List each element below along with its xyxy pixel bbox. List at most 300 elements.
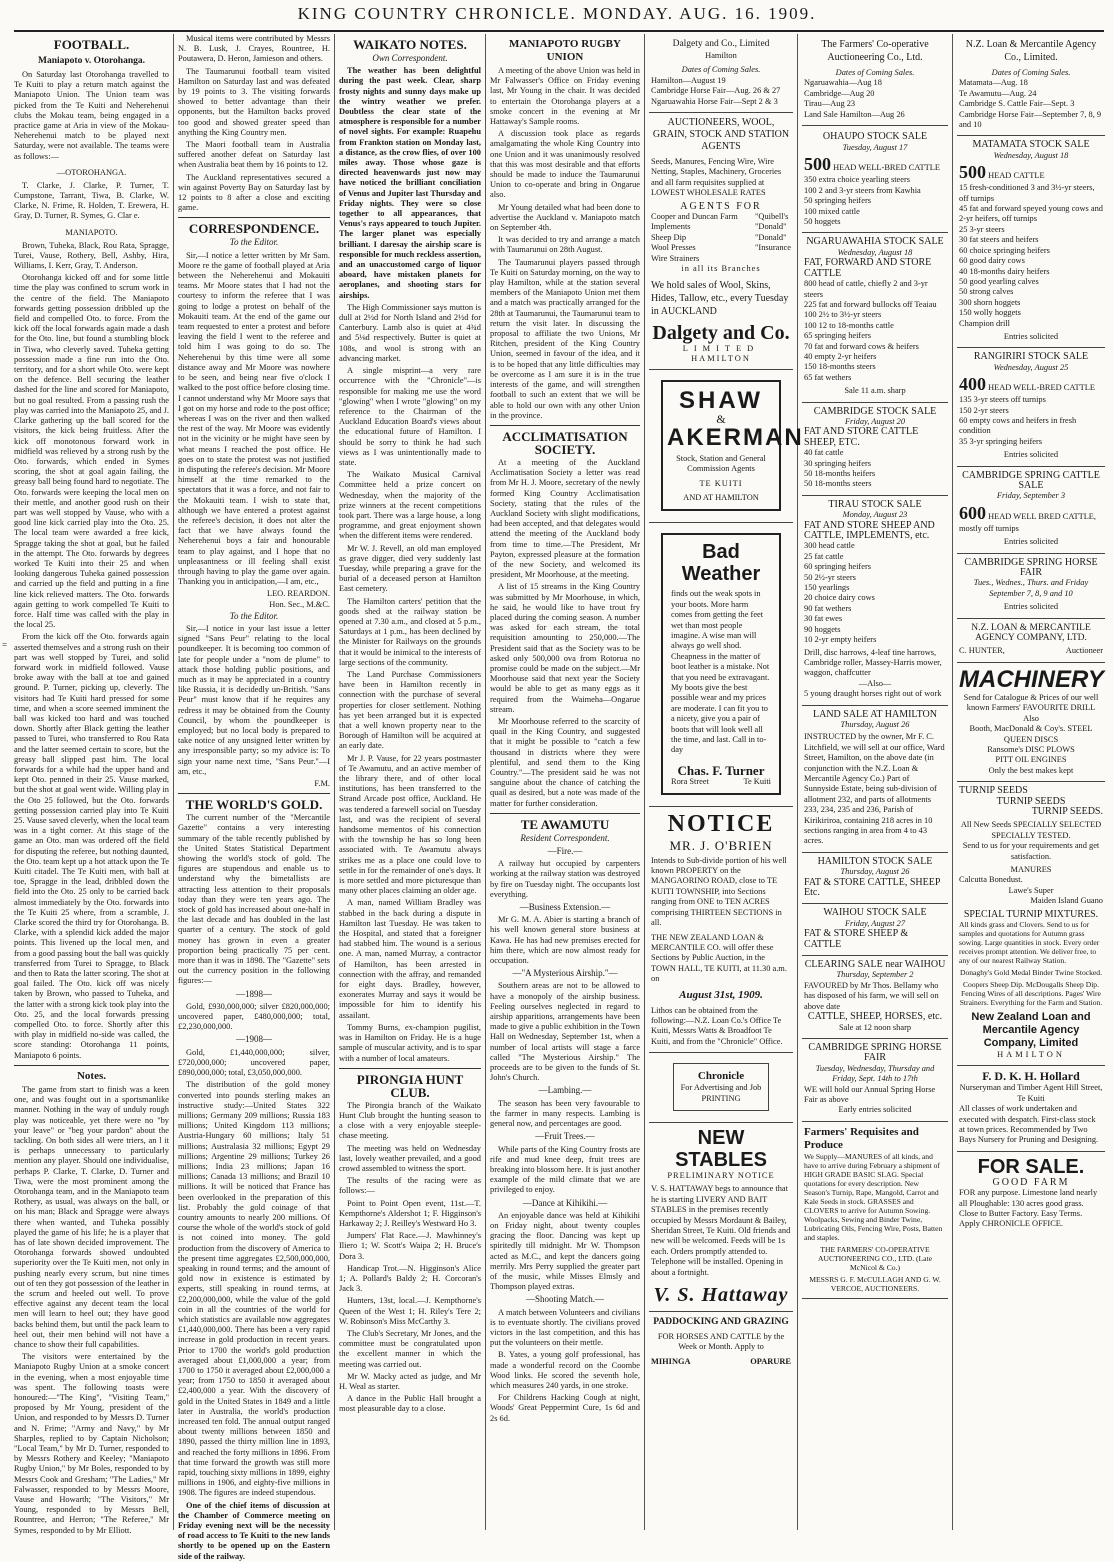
sale-time: Sale 11 a.m. sharp	[844, 386, 906, 396]
camb-head: FAT AND STORE CATTLE SHEEP, ETC.	[804, 426, 919, 448]
subhead: —"A Mysterious Airship."—	[512, 968, 618, 979]
article-paragraph: Jumpers' Flat Race.—J. Mawhinney's Iliero 1; W. Scott's Waipa 2; H. Bruce's Dora 3.	[339, 1231, 481, 1261]
mat-head: HEAD CATTLE	[988, 171, 1045, 181]
stables-ad	[649, 1123, 793, 1312]
nz-role: Auctioneer	[1065, 646, 1103, 656]
stock-item: 225 fat and forward bullocks off Teaiau	[804, 299, 937, 309]
stables-sign: V. S. Hattaway	[653, 1284, 789, 1307]
ohaupo-title: OHAUPO STOCK SALE	[822, 131, 928, 143]
dalgety-ltd: LIMITED	[682, 343, 760, 353]
article-paragraph: The meeting was held on Wednesday last, lovely weather prevailed, and a good crowd assembled to witness the sport.	[339, 1143, 481, 1173]
ngar-head: FAT, FORWARD AND STORE CATTLE	[804, 257, 932, 279]
shaw-place2: AND AT HAMILTON	[683, 492, 759, 502]
article-paragraph: B. Yates, a young golf professional, has made a wonderful record on the Coombe Wood links. He scored the seventh hole, which measures 240 yards, in one stroke.	[490, 1350, 640, 1390]
article-paragraph: The season has been very favourable to the farmer in many respects. Lambing is general now, and percentages are good.	[490, 1098, 640, 1129]
article-paragraph: A railway hut occupied by carpenters working at the railway station was destroyed by fire on Tuesday night. The occupants lost everything.	[490, 859, 640, 899]
notice-text: Intends to Sub-divide portion of his well known PROPERTY on the MANGAORINO ROAD, close to TE KUITI TOWNSHIP, into Sections ranging from ONE to TEN ACRES comprising THIRTEEN SECTIONS in all.	[651, 855, 787, 928]
column-rule	[952, 34, 953, 1530]
stock-item: 60 choice springing heifers	[959, 245, 1050, 255]
article-paragraph: T. Clarke, J. Clarke, P. Turner, T. Cumpstone, Tarrant, Tiwa, B. Clarke, W. Clarke, N. Frime, R. Holden, T. Erewera, H. Gray, D. Turner, R. Symes, G. Clar e.	[14, 180, 169, 221]
cshf-date: Tuesday, Wednesday, Thursday and Friday, Sept. 14th to 17th	[815, 1063, 935, 1084]
sale-date: Tirau—Aug 23	[804, 99, 856, 109]
gold-title: THE WORLD'S GOLD.	[185, 797, 323, 813]
section-rule	[339, 1068, 481, 1069]
manure-item: Calcutta Bonedust.	[959, 875, 1023, 885]
turnip-line: TURNIP SEEDS.	[1031, 805, 1103, 817]
article-paragraph: Southern areas are not to be allowed to have a monopoly of the airship business. Feeling ourselves neglected in regard to airship apparitions, arrangements have been made to give a public exhibition in the Town Hall on Wednesday, September 1st, when a number of local artists will stage a farce called "The Mysterious Airship." The proceeds are to be given to the funds of St. John's Church.	[490, 981, 640, 1083]
article-paragraph: Mr Moorhouse referred to the scarcity of quail in the King Country, and suggested that it might be possible to "catch a few thousand in districts where they were plentiful, and send them to the King Country."—The president said he was not sanguine about the chance of catching the quail as desired, but a note was made of the matter for further consideration.	[490, 716, 640, 808]
wai-head: FAT & STORE SHEEP & CATTLE	[804, 928, 909, 950]
stock-item: 10 2-yr empty heifers	[804, 635, 877, 645]
land-date: Thursday, August 26	[840, 719, 910, 729]
clr-text: FAVOURED by Mr Thos. Bellamy who has disposed of his farm, we will sell on above date	[804, 980, 939, 1011]
clr-time: Sale at 12 noon sharp	[838, 1022, 912, 1032]
coop-text: THE FARMERS' CO-OPERATIVE AUCTIONEERING CO., LTD. (Late McNicol & Co.)	[817, 1244, 933, 1272]
nz-loan-sub: Dates of Coming Sales.	[991, 68, 1071, 77]
section-rule	[490, 425, 640, 426]
shaw-name: SHAW	[679, 387, 763, 415]
land-text: INSTRUCTED by the owner, Mr F. C. Litchfield, we will sell at our office, Ward Street, Hamilton, on the above date (in conjunction with the N.Z. Loan & Mercantile Agency Co.) Part of Sunnyside Estate, being sub-division of allotment 232, and parts of allotments 233, 234, 235 and 236, Parish of Kirikiriroa, containing 218 acres in 10 sections ranging in area from 4 to 43 acres.	[804, 732, 945, 846]
seeds-text: Seeds, Manures, Fencing Wire, Wire Netting, Staples, Machinery, Groceries and all farm requisites supplied at LOWEST WHOLESALE RATES	[651, 157, 782, 198]
stock-item: 25 3-yr steers	[959, 224, 1005, 234]
machinery-item: Ransome's DISC PLOWS	[987, 744, 1075, 754]
article-paragraph: For Childrens Hacking Cough at night, Woods' Great Peppermint Cure, 1s 6d and 2s 6d.	[490, 1393, 640, 1423]
stock-item: 100 2½ to 3½-yr steers	[804, 310, 882, 320]
article-paragraph: The visitors were entertained by the Maniapoto Rugby Union at a smoke concert in the evening, when a most enjoyable time was spent. The following toasts were honoured:—"The King", "Visiting Team," proposed by Mr Young, president of the Union, and responded to by Messrs D. Turner and N. Frime; "Army and Navy," by Mr Sharples, replied to by Captain Nicholson; "Local Team," by Mr D. Turner, responded to by Messrs Rothery and Keeley; "Maniapoto Rugby Union," by Mr Boles, responded to by Messrs Cook and Gresham; "The Ladies," Mr Falwasser, responded to by Messrs Moore, Vause and Howarth; "The Visitors," Mr Young, responded to by Messrs Bell, Rountree, and Herron; "The Referee," Mr Symes, responded to by Mr Elliott.	[14, 1352, 169, 1535]
cshf-title: CAMBRIDGE SPRING HORSE FAIR	[808, 1041, 942, 1064]
dip-text: Coopers Sheep Dip. McDougalls Sheep Dip. Fencing Wires of all descriptions. Pages' Wire Strainers. Everything for the Farm and Station.	[959, 980, 1103, 1007]
article-paragraph: Hunters, 13st, local.—J. Kempthorne's Queen of the West 1; H. Riley's Tere 2; W. Robinson's Miss McCarthy 3.	[339, 1296, 481, 1326]
acclimatisation-title: ACCLIMATISATION SOCIETY.	[502, 428, 628, 457]
article-paragraph: The results of the racing were as follows:—	[339, 1176, 481, 1196]
machinery-also: Also	[1023, 713, 1039, 723]
column-4	[490, 34, 640, 1530]
tirau-sale	[802, 496, 948, 706]
land-title: LAND SALE AT HAMILTON	[813, 708, 937, 720]
entries-solicited: Entries solicited	[1003, 537, 1059, 547]
article-paragraph: A man, named William Bradley was stabbed in the back during a dispute in Hamilton last Tuesday. He was taken to the Hospital, and stated that a foreigner had stabbed him. The wound is a serious one. A man, named Murray, a contractor of Hamilton, has been arrested in connection with the affray, and remanded for eight days. Bradley, however, exonerates Murray and says it would be impossible for him to identify his assailant.	[339, 898, 481, 1020]
stock-item: 50 springing heifers	[804, 196, 871, 206]
twine-text: Donaghy's Gold Medal Binder Twine Stocked.	[959, 968, 1102, 977]
stock-item: 30 fat ewes	[804, 614, 843, 624]
nz-loan-place: HAMILTON	[997, 1050, 1065, 1059]
stables-text: V. S. HATTAWAY begs to announce that he is starting LIVERY AND BAIT STABLES in the premises recently occupied by Messrs Mordaunt & Bailey, Sheridan Street, Te Kuiti. Old friends and new will be welcomed. Feeds will be 1s each. Orders promptly attended to. Telephone will be installed. Opening in about a fortnight.	[651, 1184, 791, 1277]
cshf-entries: Early entries solicited	[838, 1105, 912, 1115]
article-paragraph: The distribution of the gold money converted into pounds sterling makes an instructive study:—United States 322 millions; Germany 209 millions; Russia 183 millions; United Kingdom 113 millions; Austria-Hungary 60 millions; Italy 51 millions; Australasia 32 millions; Egypt 29 millions; Argentine 29 millions; Turkey 26 millions; India 23 millions; Japan 16 millions; Canada 13 millions; and Brazil 10 millions. It will be noticed that France has been overlooked in the preparation of this list. Probably the gold coinage of that country amounts to nearly 200 millions. Of course the whole of the world's stock of gold is not coined into money. The gold production from the discovery of America to the present time aggregates £2,500,000,000, speaking in round terms; and the amount of gold now in existence is estimated by experts, still speaking in round terms, at £2,200,000,000, while the value of the gold coin in all the countries of the world for which statistics are available now aggregates £1,440,000,000. There has been a very rapid increase in gold production in recent years. Prior to 1700 the world's gold production averaged about £1,000,000 a year; from 1700 to 1750 it averaged about £2,000,000 a year; from 1750 to 1850 it averaged about £2,400,000 a year. With the discovery of gold in the United States in 1849 and a little later in Australia, the world's production increased ten fold. The annual output ranged about twenty millions between 1850 and 1890, passed the thirty million line in 1893, and reached the forty millions in 1896. From that time forward the growth was still more rapid, touching sixty millions in 1899, eighty millions in 1906, and eighty-five millions in 1908. The figures are indeed stupendous.	[178, 1080, 330, 1498]
stock-item: 70 fat and forward cows & heifers	[804, 341, 919, 351]
sale-date: Cambridge Horse Fair—Aug. 26 & 27	[651, 86, 781, 96]
article-paragraph: Gold, £1,440,000,000; silver, £720,000,000; uncovered paper, £890,000,000; total, £3,050,000,000.	[178, 1047, 330, 1078]
notice-text2: THE NEW ZEALAND LOAN & MERCANTILE CO. will offer these Sections by Public Auction, in the TOWN HALL, TE KUITI, at 11.30 a.m. on	[651, 932, 787, 984]
stock-item: 300 head cattle	[804, 541, 855, 551]
to-editor: To the Editor.	[229, 237, 279, 248]
clr-head: CATTLE, SHEEP, HORSES, etc.	[807, 1011, 943, 1023]
bad-weather-address: Rora Street	[671, 776, 709, 786]
stock-item: 50 2½-yr steers	[804, 572, 856, 582]
notice-date: August 31st, 1909.	[679, 988, 763, 1001]
matamata-sale	[957, 136, 1105, 348]
football-subtitle: Maniapoto v. Otorohanga.	[38, 56, 145, 66]
bad-weather-title: Bad Weather	[681, 541, 761, 586]
ohaupo-date: Tuesday, August 17	[842, 143, 908, 153]
nz-loan-header	[957, 34, 1105, 136]
ran-title: RANGIRIRI STOCK SALE	[973, 351, 1089, 363]
article-paragraph: A dance in the Public Hall brought a most pleasurable day to a close.	[339, 1394, 481, 1414]
column-7	[957, 34, 1105, 1530]
stock-item: 50 strong calves	[959, 287, 1014, 297]
dalgety-ham: HAMILTON	[691, 353, 751, 363]
agent-item: "Donald"	[755, 232, 787, 242]
article-paragraph: A discussion took place as regards amalgamating the whole King Country into one Union and it was unanimously resolved that this was most desirable and that efforts should be made to induce the Taumarunui Union to co-operate and bring in Ongarue also.	[490, 129, 640, 200]
stock-item: 350 extra choice yearling steers	[804, 175, 911, 185]
manures-title: MANURES	[1010, 864, 1052, 874]
stock-item: 15 fresh-conditioned 3 and 3½-yr steers, off turnips	[959, 183, 1095, 203]
agents-heading: AGENTS FOR	[680, 200, 762, 212]
article-paragraph: The Club's Secretary, Mr Jones, and the committee must be congratulated upon the excellent manner in which the meeting was carried out.	[339, 1328, 481, 1369]
correspondence-title: CORRESPONDENCE.	[188, 221, 320, 237]
mat-date: Wednesday, August 18	[993, 150, 1069, 160]
stock-item: 90 hoggets	[804, 624, 841, 634]
csc-title: CAMBRIDGE SPRING CATTLE SALE	[962, 469, 1100, 491]
article-paragraph: Mr Young detailed what had been done to advertise the Auckland v. Maniapoto match on September 4th.	[490, 202, 640, 233]
paddock-ad	[649, 1312, 793, 1372]
waihou-sale	[802, 904, 948, 956]
camb-title: CAMBRIDGE STOCK SALE	[813, 405, 937, 417]
rugby-union-title: MANIAPOTO RUGBY UNION	[509, 38, 621, 63]
article-paragraph: The Auckland representatives secured a win against Poverty Bay on Saturday last by 12 points to 8 after a close and exciting game.	[178, 172, 330, 213]
branches-text: in all its Branches	[681, 264, 761, 274]
clr-date: Thursday, September 2	[836, 970, 914, 980]
bad-weather-ad	[649, 523, 793, 807]
turnip-line: TURNIP SEEDS	[959, 785, 1028, 797]
notice-ad	[649, 807, 793, 1053]
manure-item: Maiden Island Guano	[1030, 896, 1103, 906]
subhead: —Business Extension.—	[519, 902, 611, 913]
entries-solicited: Entries solicited	[1003, 331, 1059, 341]
chronicle-title: Chronicle	[697, 1070, 745, 1083]
article-paragraph: It was decided to try and arrange a match with Taumarunui on 28th August.	[490, 235, 640, 255]
article-paragraph: One of the chief items of discussion at the Chamber of Commerce meeting on Friday evening next will be the necessity of road access to Te Kuiti to the new lands shortly to be opened up on the Eastern side of the railway.	[178, 1500, 330, 1561]
cambridge-horse-fair-2	[957, 554, 1105, 619]
hollard-sub: Nurseryman and Timber Agent Hill Street, Te Kuiti	[959, 1083, 1103, 1103]
article-paragraph: The Waikato Musical Carnival Committee held a prize concert on Wednesday, when the majority of the prize winners at the recent competitions took part. There was a large house, a long programme, and great enjoyment shown when the different items were rendered.	[339, 470, 481, 541]
article-paragraph: Musical items were contributed by Messrs N. B. Lusk, J. Crayes, Rountree, H. Poutawera, D. Heron, Jamieson and others.	[178, 34, 330, 64]
stock-item: 800 head of cattle, chiefly 2 and 3-yr steers	[804, 279, 928, 299]
cambridge-sale	[802, 403, 948, 496]
sale-date: Ngaruawahia—Aug 18	[804, 78, 882, 88]
turnip-line: TURNIP SEEDS	[996, 795, 1066, 807]
machinery-item: PITT OIL ENGINES	[995, 755, 1067, 765]
stock-item: 20 choice dairy cows	[804, 593, 875, 603]
ran-date: Wednesday, August 25	[993, 362, 1069, 372]
csc-date: Friday, September 3	[996, 491, 1066, 501]
mat-title: MATAMATA STOCK SALE	[972, 139, 1090, 151]
ngar-title: NGARUAWAHIA STOCK SALE	[806, 236, 944, 248]
cambridge-cattle-sale	[957, 467, 1105, 554]
article-paragraph: The weather has been delightful during the past week. Clear, sharp frosty nights and sunny days make up the wintry weather we prefer. Doubtless the clear state of the atmosphere is responsible for a number of novel sights. For example: Ruapehu from Frankton station on Monday last, a distance, as the crow flies, of over 100 miles away. Those whose gaze is directed heavenwards just now may have noticed the brilliant conciliation of Venus and Jupiter last Thursday and Friday nights. They were so close together to all appearances, that Venus's rays appeared to touch Jupiter. The larger planet was especially brilliant. I daresay the airship scare is responsible for much reckless assertion, and an unaccustomed cargo of liquor aboard, have mistaken planets for aeroplanes, and shooting stars for airships.	[339, 66, 481, 300]
shaw-sub: Stock, Station and General Commission Agents	[676, 453, 766, 474]
subhead: —Lambing.—	[538, 1085, 592, 1096]
notice-name: MR. J. O'BRIEN	[669, 838, 773, 854]
akerman-name: AKERMAN	[667, 423, 804, 451]
stock-item: 65 springing heifers	[804, 331, 871, 341]
mat-count: 500	[959, 162, 986, 183]
stock-item: 40 empty 2-yr heifers	[804, 351, 877, 361]
masthead: KING COUNTRY CHRONICLE. MONDAY. AUG. 16. 1909.	[297, 4, 817, 23]
ham-head: FAT & STORE CATTLE, SHEEP Etc.	[804, 876, 941, 899]
special-text: All kinds grass and Clovers. Send to us for samples and quotations for Autumn grass sowing. Large quantities in stock. Every order receives prompt attention. We deliver free, to any of our nearest Railway Station.	[959, 920, 1100, 965]
gold-year: —1908—	[236, 1034, 272, 1045]
article-paragraph: The Hamilton carters' petition that the goods shed at the railway station be opened at 7.30 a.m., and closed at 5 p.m., Saturdays at 1 p.m., has been declined by the Minister for Railways on the grounds that it would be inimical to the interests of large sections of the community.	[339, 596, 481, 667]
paddock-text: FOR HORSES AND CATTLE by the Week or Month. Apply to	[657, 1332, 785, 1352]
subhead: —Dance at Kihikihi.—	[522, 1197, 608, 1208]
article-paragraph: Mr W. J. Revell, an old man employed as grave digger, died very suddenly last Tuesday, while preparing a grave for the burial of a deceased person at Hamilton East cemetery.	[339, 543, 481, 594]
tirau-title: TIRAU STOCK SALE	[828, 498, 922, 510]
article-paragraph: Otorohanga kicked off and for some little time the play was confined to scrum work in the centre of the field. The Maniapoto forwards getting possession dribbled up the field and compelled Oto. to force. From the kick off the local forwards again made a dash for the Oto. line, but found a stumbling block in Tiwa, who cleverly saved. Tuheka getting possession made a fine run into the Oto. territory, and for a short while Oto. were kept on the defence. Bell securing the leather dashed for the line and scored for Maniapoto, but no goal resulted. From a passing rush the play was carried into the Maniapoto 25, and J. Clarke gathering up the ball scored for the visitors, the kick being fruitless. After the kick off monotonous forward work in midfield was relieved by a strong rush by the Oto. forwards, which ended in Symes scoring, the shot at goal again failing, the greasy ball being found hard to negotiate. The Oto. forwards were keeping the local men on their mettle, and another good rush on their part was well stopped by Vause, who with a good line kick carried play into the Oto. 25. The local team were awarded a free kick, Spragge taking the shot at goal, but he failed in the attempt. The Oto. forwards by degrees worked Te Kuiti into their 25 and when looking dangerous Tuheka gained possession and carried up the field and putting in a fine line kick relieved matters. The Oto. forwards again getting to work compelled Te Kuiti to force. Half time was called with the play in the local 25.	[14, 273, 169, 630]
machinery-title: MACHINERY	[959, 665, 1104, 693]
masthead-rule	[14, 30, 1104, 32]
article-paragraph: The game from start to finish was a keen one, and was fought out in a sportsmanlike manner. Nothing in the way of unduly rough play was noticeable, yet there were no "by your leave" or "beg your pardon" about the tackling. On both sides all were triers, an l it is perhaps unnecessary to particularly mention any player. Should one individualise, perhaps P. Clarke, T. Clarke, D. Turner and Tiwa, were the most prominent among the Otorohanga team, and in the Maniapoto team Rothery, as usual, was always on the ball, or on his man; Black and Spragge were always there when wanted, and Tuheka possibly played the game of his life; he is a player that has of late shown decided improvement. The Otorohanga forwards showed undoubted superiority over the Te Kuiti men, not only in pushing nearly every scrum, but nine times out of ten they got possession of the leather in the scrum and heeled out well. To prove effective against any decent team the local men will learn to heel out; they have good backs behind them, but until the pack learn to heel out, their men behind will not have a chance to show their full capabilities.	[14, 1084, 169, 1349]
letter-text: Sir,—I notice in your last issue a letter signed "Sans Peur" relating to the local poundkeeper. It is becoming too common of late for people under a "nom de plume" to attack those holding public positions, and much as it may be appreciated in a country like Russia, it is decidedly un-British. "Sans Peur" must know that if he requires any redress it may be obtained from the County Council, by whom the poundkeeper is employed; but no local body is prepared to take notice of any unsigned letter written by any irresponsible party; so my advice is: To sign your name next time, "Sans Peur."—I am, etc.,	[178, 623, 330, 776]
turnip-seeds-ad	[957, 782, 1105, 1066]
stock-item: 90 fat wethers	[804, 603, 852, 613]
article-paragraph: On Saturday last Otorohanga travelled to Te Kuiti to play a return match against the Maniapoto Union. The Union team was picked from the Te Kuiti and Neherehenui clubs the Mokau team, being engaged in a practice game at Aria in view of the Mokau-Neherehenui match to be played next Saturday, were not available. The teams were as follows:—	[14, 70, 169, 161]
article-paragraph: From the kick off the Oto. forwards again asserted themselves and a strong rush on their part was well stopped by Turei, and solid forward work in midfield followed. Vause broke away with the ball at toe and gained ground. P. Turner, picking up, cleverly. The visitors had Te Kuiti hard pressed for some time, and when a score seemed imminent the ball was kicked too hard and was touched down. Shortly after Black getting the leather passed to Turei, who transferred to Rou Rata and the latter seemed certain to score, but the greasy ball slipped past him. The local forwards for a while had the upper hand and kept Oto. penned in their 25. Vause marked, but the shot at goal went wide. Willing play in the Oto 25 followed, but the Oto. forwards getting possession carried play into Te Kuiti 25. Vause saved cleverly, when the local team was in a tight corner. At this stage of the game an Oto. man was ordered off the field for disputing the referee, but nothing daunted, the Oto. team kept up a hot attack upon the Te Kuiti citadel. The Te Kuiti men, with ball at toe, Spragge in the lead, dribbled down the field into the Oto. 25 only to be carried back almost immediately by the Oto. forwards into the Te Kuiti 25 where, from a scramble, J. Clarke scored the third try for Otorohanga. B. Clarke, with a splendid kick added the major points. This livened up the local men, and from a good passing bout the ball was quickly transferred from Turei to Spragge, to Black and then to Rata the latter scoring. The shot at goal failed. The Oto. kick off was nicely taken by Brown, who passed to Tuheka, and the latter with a strong kick took play into the Oto. 25, and the local forwards pressing compelled Oto. to force. Shortly after this with play in midfield no-side was called, the score standing: Otorohanga 11 points, Maniapoto 6 points.	[14, 632, 169, 1060]
cshf-text: WE will hold our Annual Spring Horse Fair as above	[804, 1084, 936, 1104]
tirau-also: —Also—	[858, 678, 892, 688]
ngar-date: Wednesday, August 18	[837, 247, 913, 257]
letter-text: Sir,—I notice a letter written by Mr Sam. Moore re the game of football played at Aria between the Neherehenui and Mokauiti teams. Mr Moore states that I had not the courtesy to inform the referee that I was going to lodge a protest on behalf of the Mokauiti team. At the end of the game our team requested to enter a protest and before leaving the field I went to the referee and told him I was going to do so. The Neherehenui by this time were all some distance away and Mr Moore was nowhere to be seen, and being near five o'clock I walked to the post office before closing time. I cannot understand why Mr Moore says that I got on my horse and rode to the post office; whereas I was on the river and then walked the rest of the way. Mr Moore was evidently not in the vicinity or he might have seen by what means I reached the post office. He goes on to state the protest was not justified in disputing the referee's decision. Mr Moore himself at the time remarked to the spectators that it was a force, and not fair to the Mokauiti team. I wish to state that, although we have entered a protest against the referee's decision, it does not alter the fact that we have always found the Neherehenui boys a fair and honourable team to play against, and I hope that no unpleasantness or ill feeling shall exist through having to play the game over again. Thanking you in anticipation,—I am, etc.,	[178, 250, 330, 587]
stock-item: 100 12 to 18-months cattle	[804, 320, 894, 330]
agent-item: "Quibell's	[755, 212, 789, 222]
paddock-right: OPARURE	[750, 1356, 791, 1366]
column-6	[802, 34, 948, 1530]
nz-loan-footer	[957, 619, 1105, 663]
stock-item: 35 3-yr springing heifers	[959, 436, 1043, 446]
nz-name: C. HUNTER,	[959, 646, 1005, 656]
ran-count: 400	[959, 374, 986, 395]
seeds-text2: Send to us for your requirements and get satisfaction.	[962, 841, 1100, 861]
article-paragraph: The current number of the "Mercantile Gazette" contains a very interesting summary of the table recently published by the United States Statistical Department showing the world's stock of gold. The figures are stupendous and enable us to understand why the bimetallists are attracting less attention to their proposals today than they were ten years ago. The stock of gold has increased about one-half in the last decade and has doubled in the last quarter of a century. The stock of gold money has grown in even a greater proportion being practically 75 per cent. more than it was in 1898. The "Gazette" sets out the currency position in the following figures:—	[178, 813, 330, 986]
stock-item: 30 fat steers and heifers	[959, 235, 1039, 245]
sale-date: Land Sale Hamilton—Aug 26	[804, 109, 905, 119]
column-rule	[334, 34, 335, 1530]
gold-year: —1898—	[236, 988, 272, 999]
hold-text: We hold sales of Wool, Skins, Hides, Tallow, etc., every Tuesday in AUCKLAND	[651, 279, 789, 317]
shaw-akerman-ad	[649, 370, 804, 523]
ran-head: HEAD WELL-BRED CATTLE	[988, 383, 1095, 393]
football-title: FOOTBALL.	[53, 37, 130, 52]
paddock-left: MIHINGA	[651, 1356, 691, 1366]
article-paragraph: At a meeting of the Auckland Acclimatisation Society a letter was read from Mr H. J. Moore, secretary of the newly formed King Country Acclimatisation Society, stating that the rules of the Auckland Society with slight modifications, had been accepted, and that delegates would attend the meeting of the Auckland body from time to time.—The President, Mr Payton, expressed pleasure at the formation of the new Society, and welcomed its president, Mr Moorhouse, at the meeting.	[490, 457, 640, 580]
section-rule	[490, 813, 640, 814]
wai-title: WAIHOU STOCK SALE	[823, 907, 927, 919]
hollard-text: All classes of work undertaken and executed with despatch. First-class stock at town prices. Recommended by Two Bays Nursery for Pruning and Designing.	[959, 1104, 1099, 1145]
dalgety-ad	[649, 34, 793, 113]
article-paragraph: Mr G. M. A. Abier is starting a branch of his well known general store business at Kawa. He has had new premises erected for him there, which are now almost ready for occupation.	[490, 915, 640, 966]
letter-signature: LEO. REARDON.	[266, 589, 330, 599]
article-paragraph: The Land Purchase Commissioners have been in Hamilton recently in connection with the purchase of several properties for closer settlement. Nothing has yet been arranged but it is expected that a well known property near to the Borough of Hamilton will be acquired at an early date.	[339, 669, 481, 751]
tirau-head: FAT AND STORE SHEEP AND CATTLE, IMPLEMENTS, etc.	[804, 519, 935, 542]
column-rule	[797, 34, 798, 1530]
paddock-title: PADDOCKING AND GRAZING	[653, 1317, 789, 1328]
sale-date: Cambridge Horse Fair—September 7, 8, 9 and 10	[959, 109, 1102, 130]
stock-item: 150 yearlings	[804, 583, 850, 593]
column-2	[178, 34, 330, 1561]
column-rule	[485, 34, 486, 1530]
seeds-text: All New Seeds SPECIALLY SELECTED SPECIALLY TESTED.	[960, 820, 1102, 840]
coop-text2: MESSRS G. F. McCULLAGH AND G. W. VERCOE, AUCTIONEERS.	[809, 1274, 941, 1293]
section-rule	[178, 217, 330, 218]
tirau-extra: Drill, disc harrows, 4-leaf tine harrows, Cambridge roller, Massey-Harris mower, waggon, chaffcutter	[804, 647, 942, 678]
land-sale	[802, 706, 948, 853]
stock-item: 100 2 and 3-yr steers from Kawhia	[804, 185, 921, 195]
ohaupo-head: HEAD WELL-BRED CATTLE	[833, 163, 940, 173]
req-title: Farmers' Requisites and Produce	[804, 1125, 919, 1151]
stock-item: 60 empty cows and heifers in fresh condition	[959, 415, 1077, 436]
entries-solicited: Entries solicited	[1003, 602, 1059, 612]
manure-item: Lawe's Super	[1008, 885, 1054, 895]
letter-signature: F.M.	[314, 779, 330, 789]
dalgety-big: Dalgety and Co.	[652, 321, 790, 344]
clr-title: CLEARING SALE near WAIHOU	[804, 959, 946, 971]
clearing-sale	[802, 956, 948, 1039]
rangiriri-sale	[957, 348, 1105, 466]
article-paragraph: Gold, £930,000,000; silver £820,000,000; uncovered paper, £480,000,000; total, £2,230,000,000.	[178, 1001, 330, 1032]
agent-item: Cooper and Duncan Farm Implements	[651, 212, 738, 232]
column-3	[339, 34, 481, 1530]
notice-litho: Lithos can be obtained from the following:—N.Z. Loan Co.'s Office Te Kuiti, Messrs Watts & Broadfoot Te Kuiti, and from the "Chronicle" Office.	[651, 1005, 783, 1046]
stock-item: 40 fat cattle	[804, 448, 844, 458]
stock-item: 60 springing heifers	[804, 562, 871, 572]
column-rule	[173, 34, 174, 1530]
stock-item: 150 2-yr steers	[959, 405, 1009, 415]
for-sale-sub: GOOD FARM	[992, 1176, 1070, 1188]
section-rule	[178, 793, 330, 794]
notice-title: NOTICE	[667, 811, 775, 838]
stock-item: 60 good dairy cows	[959, 256, 1025, 266]
nz-loan-big: New Zealand Loan and Mercantile Agency Company, Limited	[971, 1011, 1091, 1049]
ohaupo-count: 500	[804, 154, 831, 175]
machinery-item: Only the best makes kept	[988, 765, 1074, 775]
for-sale-title: FOR SALE.	[977, 1155, 1085, 1178]
cambridge-horse-fair	[802, 1039, 948, 1122]
article-paragraph: The Taumarunui players passed through Te Kuiti on Saturday morning, on the way to play Hamilton, while at the station several members of the Maniapoto Union met them and a match was practically arranged for the 28th at Taumarunui, the Taumarunui team to return the visit later. In discussing the proposal to affiliate the two Unions, Mr Ritchen, president of the King Country Union, seemed in favour of the idea, and it is to be hoped that any little difficulties may be overcome as I am sure it is in the true interests of the game, and will strengthen football to such an extent that we will be able to hold our own with any other Union in the province.	[490, 257, 640, 420]
article-paragraph: A meeting of the above Union was held in Mr Falwasser's Office on Friday evening last, Mr Young in the chair. It was decided to entertain the Otorohanga players at a smoke concert in the evening at Mr Hattaway's Sample rooms.	[490, 66, 640, 127]
camb-date: Friday, August 20	[844, 416, 906, 426]
agent-item: Wire Strainers	[651, 253, 700, 263]
csc-head: HEAD WELL BRED CATTLE, mostly off turnips	[959, 511, 1097, 533]
stock-item: 100 mixed cattle	[804, 206, 860, 216]
stock-item: 150 wolly hoggets	[959, 308, 1021, 318]
machinery-text: Send for Catalogue & Prices of our well known Farmers' FAVOURITE DRILL	[963, 692, 1099, 713]
article-paragraph: A match between Volunteers and civilians is to eventuate shortly. The civilians proved victors in the last competition, and this has put the volunteers on their mettle.	[490, 1307, 640, 1348]
article-paragraph: The High Commissioner says mutton is dull at 2½d for North Island and 2½d for Canterbury. Lamb also is quiet at 4¾d and 5⅛d respectively. Butter is quiet at 108s, and wool is strong with an advancing market.	[339, 302, 481, 363]
article-paragraph: Tommy Burns, ex-champion pugilist, was in Hamilton on Friday. He is a huge sample of muscular activity, and is to spar with a number of local amateurs.	[339, 1022, 481, 1063]
article-paragraph: An enjoyable dance was held at Kihikihi on Friday night, about twenty couples gracing the floor. Dancing was kept up spiritedly till midnight. Mr W. Thompson acted as M.C., and kept the dancers going merrily. Mrs Perry supplied the greater part of the music, while Misses Elmsly and Thompson played extras.	[490, 1210, 640, 1292]
article-paragraph: While parts of the King Country frosts are rife and mud knee deep, fruit trees are breaking into blossom here. It is just another example of the mild climate that we are privileged to enjoy.	[490, 1144, 640, 1195]
article-paragraph: The Maori football team in Australia suffered another defeat on Saturday last when Australia beat them by 16 points to 12.	[178, 140, 330, 170]
agent-item: Wool Presses	[651, 243, 696, 253]
article-paragraph: Handicap Trot.—N. Higginson's Alice 1; A. Pollard's Baldy 2; H. Corcoran's Jack 3.	[339, 1263, 481, 1294]
chronicle-ad	[649, 1053, 793, 1123]
sale-date: Te Awamutu—Aug. 24	[959, 88, 1037, 98]
ohaupo-sale	[802, 126, 948, 233]
stock-item: 300 shorn hoggets	[959, 297, 1021, 307]
tirau-date: Monday, August 23	[842, 510, 908, 520]
cshf2-title: CAMBRIDGE SPRING HORSE FAIR	[964, 556, 1098, 579]
stock-item: 25 fat cattle	[804, 551, 844, 561]
bad-weather-town: Te Kuiti	[743, 776, 771, 786]
stock-item: 65 fat wethers	[804, 372, 852, 382]
hollard-ad	[957, 1066, 1105, 1151]
dalgety-sub: Dates of Coming Sales.	[681, 65, 761, 75]
machinery-item: Booth, MacDonald & Coy's. STEEL QUEEN DISCS	[969, 724, 1093, 744]
article-paragraph: The Pirongia branch of the Waikato Hunt Club brought the hunting season to a close with a very enjoyable steeple-chase meeting.	[339, 1100, 481, 1141]
stock-item: Champion drill	[959, 318, 1010, 328]
csc-count: 600	[959, 502, 986, 523]
nz-title: N.Z. LOAN & MERCANTILE AGENCY COMPANY, LTD.	[971, 622, 1091, 644]
tirau-also2: 5 young draught horses right out of work	[804, 689, 942, 699]
bad-weather-name: Chas. F. Turner	[677, 762, 765, 778]
subhead: —Fire.—	[547, 846, 583, 857]
hamilton-sale	[802, 853, 948, 905]
cshf2-date: Tues., Wednes., Thurs. and Friday September 7, 8, 9 and 10	[973, 578, 1089, 598]
dalgety-place: Hamilton	[705, 51, 737, 60]
sale-date: Matamata—Aug. 18	[959, 78, 1028, 88]
waikato-sub: Own Correspondent.	[372, 53, 448, 63]
sale-date: Cambridge S. Cattle Fair—Sept. 3	[959, 99, 1075, 109]
wai-date: Friday, August 27	[844, 918, 906, 928]
stock-item: 150 18-months steers	[804, 362, 876, 372]
stables-title: NEW STABLES	[675, 1126, 767, 1171]
auctioneers-text: AUCTIONEERS, WOOL, GRAIN, STOCK AND STATION AGENTS	[652, 117, 790, 153]
section-rule	[14, 1065, 169, 1066]
farmers-coop-title: The Farmers' Co-operative Auctioneering Co., Ltd.	[821, 39, 929, 63]
nz-loan-title: N.Z. Loan & Mercantile Agency Co., Limited.	[965, 39, 1097, 63]
column-5	[649, 34, 804, 1530]
stock-item: 50 hoggets	[804, 217, 841, 227]
stock-item: 50 18-months heifers	[804, 469, 876, 478]
dalgety-title: Dalgety and Co., Limited	[672, 39, 770, 49]
sale-date: Ngaruawahia Horse Fair—Sept 2 & 3	[651, 96, 778, 106]
article-paragraph: Point to Point Open event, 11st.—T. Kempthorne's Aldershot 1; F. Higginson's Harkaway 2; J. Reilley's Westward Ho 3.	[339, 1198, 481, 1228]
to-editor: To the Editor.	[229, 610, 279, 621]
agent-item: "Donald"	[755, 222, 787, 232]
hunt-title: PIRONGIA HUNT CLUB.	[356, 1071, 464, 1100]
special-title: SPECIAL TURNIP MIXTURES.	[963, 908, 1099, 920]
column-1	[14, 34, 169, 1535]
stock-item: 45 fat and forward speyed young cows and 2-yr heifers, off turnips	[959, 204, 1103, 224]
shaw-amp: &	[716, 412, 726, 427]
stock-item: 135 3-yr steers off turnips	[959, 395, 1046, 405]
ham-title: HAMILTON STOCK SALE	[817, 855, 933, 867]
sale-date: Cambridge—Aug 20	[804, 88, 875, 98]
awamutu-sub: Resident Correspondent.	[520, 832, 610, 843]
hollard-title: F. D. K. H. Hollard	[982, 1069, 1080, 1084]
team-heading: MANIAPOTO.	[65, 227, 118, 237]
article-paragraph: Mr W. Macky acted as judge, and Mr H. Weal as starter.	[339, 1371, 481, 1391]
sale-date: Hamilton—August 19	[651, 75, 726, 85]
team-heading: —OTOROHANGA.	[56, 167, 127, 177]
ham-date: Thursday, August 26	[840, 867, 910, 877]
for-sale-ad	[957, 1152, 1105, 1235]
article-paragraph: A single misprint—a very rare occurrence with the "Chronicle"—is responsible for making me use the word "glowing" when I wrote "glowing" on my reference to the Chairman of the Auckland Education Board's views about the educational future of Hamilton. I should be sorry to think he had such views as I was unintentionally made to state.	[339, 366, 481, 467]
waikato-title: WAIKATO NOTES.	[353, 37, 467, 52]
article-paragraph: Mr J. P. Vause, for 22 years postmaster of Te Awamutu, and an active member of the library there, and of other local institutions, has been transferred to the Strand Arcade post office, Auckland. He was tendered a farewell social on Tuesday last, and was the recipient of several handsome mementos of his connection with the township he has so long been associated with. Te Awamutu always strikes me as a place one could love to settle in for the remainder of one's days. It is more settled and more picturesque than many other places claiming an older age.	[339, 753, 481, 896]
stock-item: 50 18-months steers	[804, 479, 872, 489]
agent-item: "Insurance	[755, 243, 791, 253]
